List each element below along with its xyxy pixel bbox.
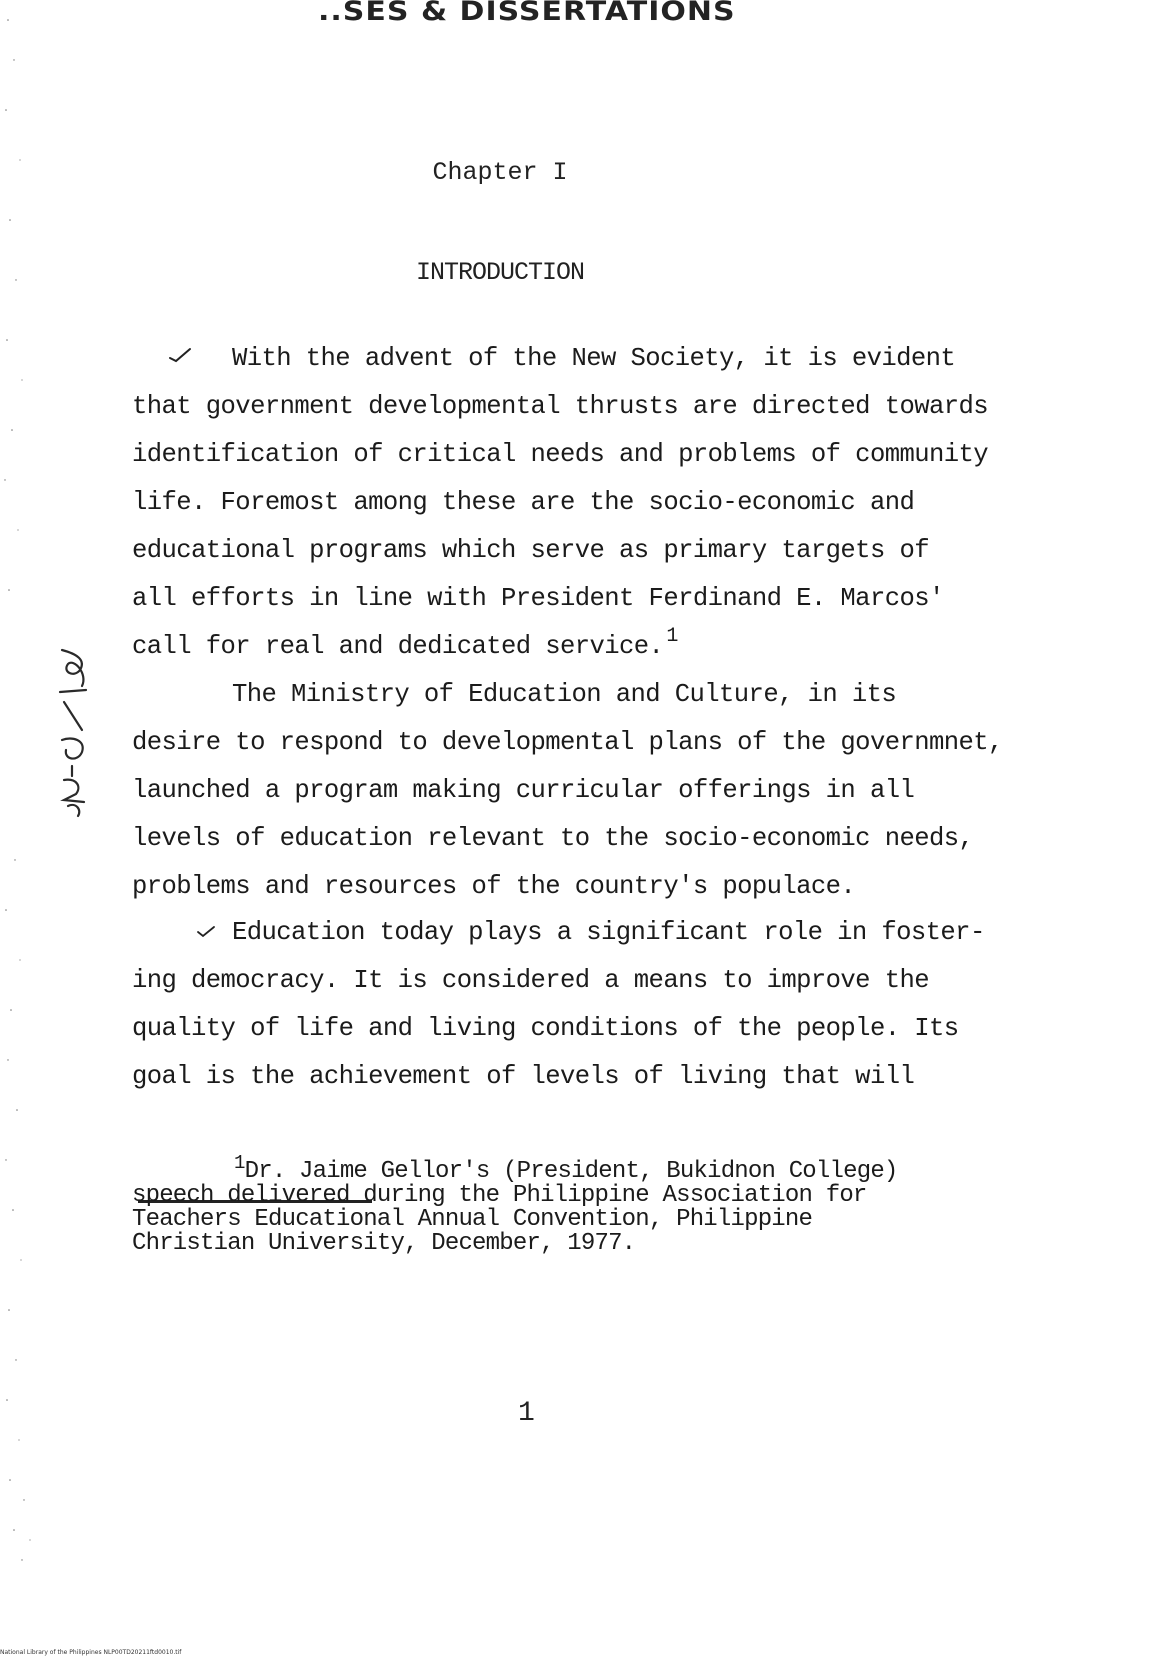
- paragraph-2-line-5: problems and resources of the country's populace.: [132, 872, 856, 901]
- footnote-line-1: [234, 1152, 898, 1185]
- paragraph-3-line-4: goal is the achievement of levels of living that will: [132, 1062, 915, 1091]
- chapter-heading: INTRODUCTION: [415, 258, 585, 287]
- paragraph-1-line-1: With the advent of the New Society, it is evident: [232, 344, 956, 373]
- scan-edge-noise: [0, 0, 70, 1658]
- paragraph-1-line-5: educational programs which serve as primary targets of: [132, 536, 929, 565]
- paragraph-1-line-6: all efforts in line with President Ferdinand E. Marcos': [132, 584, 944, 613]
- footnote-line-4: Christian University, December, 1977.: [132, 1230, 636, 1257]
- paragraph-3-line-3: quality of life and living conditions of the people. Its: [132, 1014, 959, 1043]
- check-mark-icon: [168, 346, 192, 364]
- page-number: 1: [518, 1398, 535, 1429]
- footnote-reference: 1: [666, 625, 678, 648]
- archive-stamp: ..SES & DISSERTATIONS: [318, 0, 736, 28]
- paragraph-3-line-2: ing democracy. It is considered a means to improve the: [132, 966, 929, 995]
- footnote-line-2: speech delivered during the Philippine Association for: [132, 1182, 867, 1209]
- handwritten-margin-note: [42, 640, 102, 820]
- paragraph-1-line-7-text: call for real and dedicated service.: [132, 632, 664, 661]
- paragraph-1-line-3: identification of critical needs and problems of community: [132, 440, 989, 469]
- chapter-label: Chapter I: [432, 158, 568, 187]
- check-mark-icon: [196, 924, 216, 938]
- paragraph-1-line-2: that government developmental thrusts are directed towards: [132, 392, 989, 421]
- footnote-line-3: Teachers Educational Annual Convention, Philippine: [132, 1206, 813, 1233]
- footnote-line-1-text: Dr. Jaime Gellor's (President, Bukidnon College): [244, 1158, 898, 1185]
- paragraph-1-line-4: life. Foremost among these are the socio-economic and: [132, 488, 915, 517]
- catalog-note: National Library of the Philippines NLP00TD20211ftd0010.tif: [0, 1649, 182, 1656]
- paragraph-2-line-2: desire to respond to developmental plans of the governmnet,: [132, 728, 1003, 757]
- paragraph-3-line-1: Education today plays a significant role in foster-: [232, 918, 985, 947]
- paragraph-2-line-3: launched a program making curricular offerings in all: [132, 776, 915, 805]
- paragraph-1-line-7: [132, 625, 678, 661]
- footnote-marker: 1: [234, 1152, 245, 1174]
- paragraph-2-line-4: levels of education relevant to the socio-economic needs,: [132, 824, 974, 853]
- paragraph-2-line-1: The Ministry of Education and Culture, in its: [232, 680, 897, 709]
